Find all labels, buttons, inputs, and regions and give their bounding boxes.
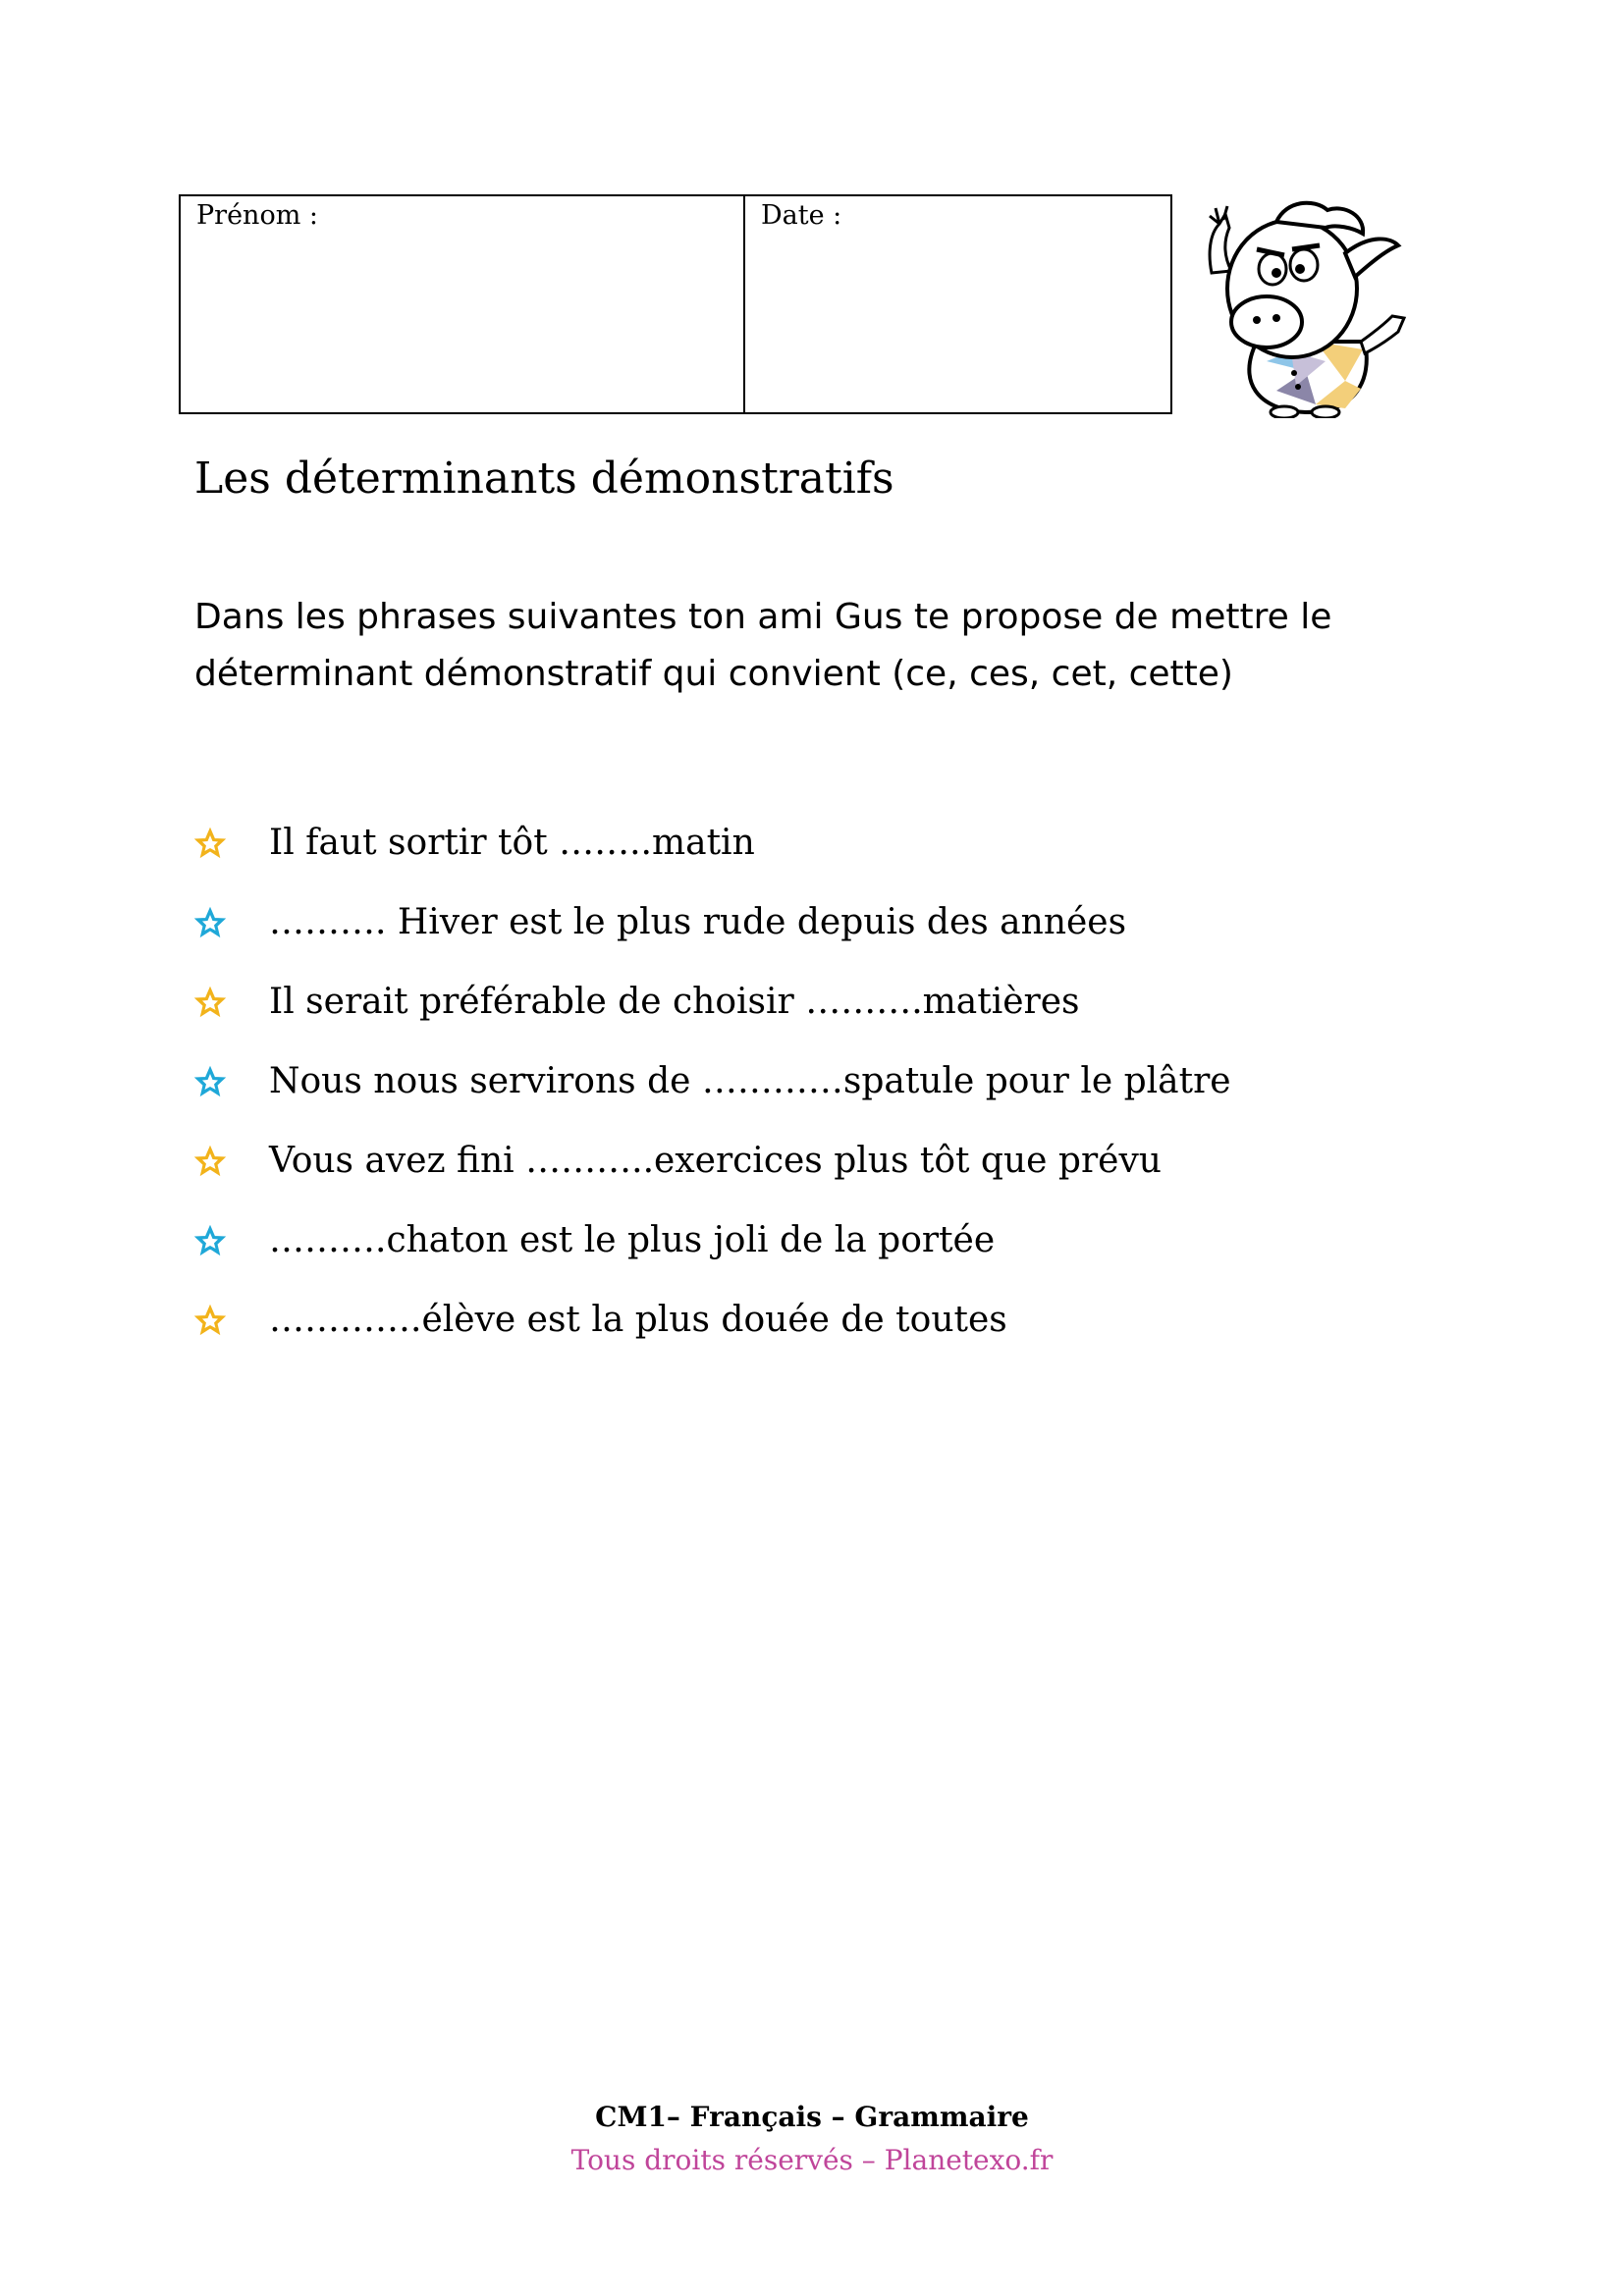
date-field[interactable] — [745, 196, 1170, 412]
sentence-text: Il serait préférable de choisir ……….matières — [269, 982, 1080, 1022]
star-icon — [192, 1144, 228, 1179]
list-item — [192, 962, 1231, 1041]
prenom-label: Prénom : — [196, 200, 318, 231]
footer-copyright: Tous droits réservés – Planetexo.fr — [570, 2144, 1054, 2176]
sentence-text: ………….élève est la plus douée de toutes — [269, 1300, 1007, 1340]
list-item — [192, 1280, 1231, 1360]
sheep-mascot-icon — [1198, 194, 1414, 418]
list-item — [192, 1201, 1231, 1280]
list-item — [192, 1121, 1231, 1201]
instruction-text: Dans les phrases suivantes ton ami Gus te propose de mettre le déterminant démonstratif qui convient (ce, ces, cet, cette) — [194, 597, 1332, 694]
star-icon — [192, 1223, 228, 1258]
list-item — [192, 803, 1231, 882]
sentence-text: Vous avez fini ………..exercices plus tôt que prévu — [269, 1141, 1162, 1181]
star-icon — [192, 905, 228, 940]
sentence-text: Il faut sortir tôt ……..matin — [269, 823, 755, 863]
header-table — [179, 194, 1172, 414]
star-icon — [192, 985, 228, 1020]
sentence-text: ……….chaton est le plus joli de la portée — [269, 1220, 996, 1260]
star-icon — [192, 1303, 228, 1338]
page-title: Les déterminants démonstratifs — [194, 454, 894, 504]
star-icon — [192, 826, 228, 861]
list-item — [192, 882, 1231, 962]
star-icon — [192, 1064, 228, 1099]
list-item — [192, 1041, 1231, 1121]
sentence-text: Nous nous servirons de …………spatule pour le plâtre — [269, 1061, 1231, 1101]
prenom-field[interactable] — [181, 196, 745, 412]
exercise-list — [192, 803, 1231, 1360]
footer-subject: CM1– Français – Grammaire — [595, 2101, 1029, 2133]
sentence-text: ………. Hiver est le plus rude depuis des années — [269, 902, 1127, 942]
date-label: Date : — [761, 200, 842, 231]
